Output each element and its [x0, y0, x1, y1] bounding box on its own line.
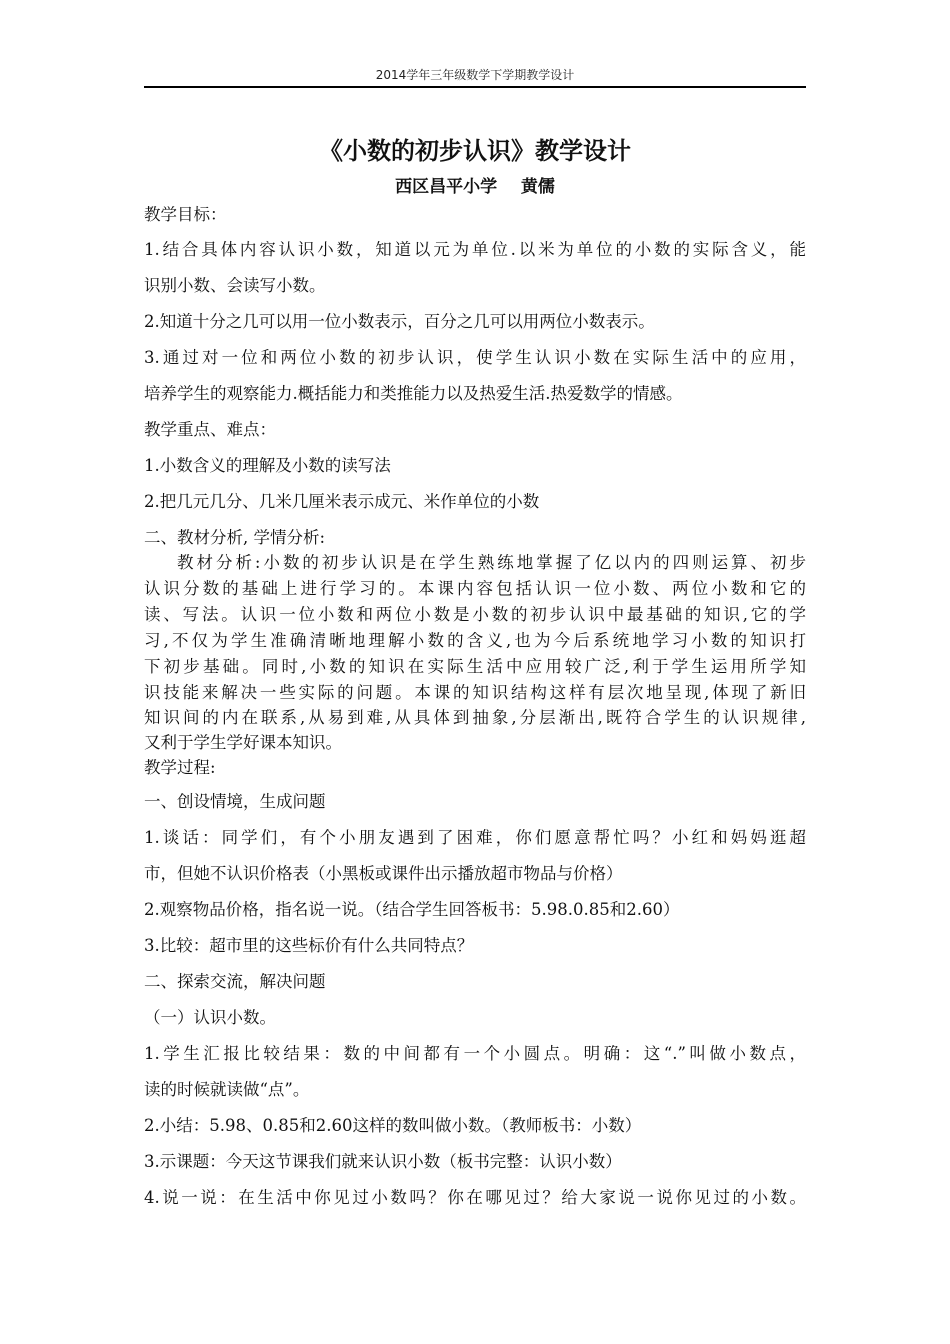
section-heading-step-two: 二、探索交流，解决问题	[144, 972, 326, 991]
paragraph-line: 识技能来解决一些实际的问题。本课的知识结构这样有层次地呈现,体现了新旧	[144, 683, 806, 702]
paragraph-line: 2.把几元几分、几米几厘米表示成元、米作单位的小数	[144, 492, 540, 511]
author-line: 西区昌平小学 黄儒	[395, 177, 555, 197]
section-heading-analysis: 二、教材分析, 学情分析:	[144, 528, 326, 547]
paragraph-line: 1.小数含义的理解及小数的读写法	[144, 456, 391, 475]
section-heading-step-one: 一、创设情境，生成问题	[144, 792, 326, 811]
page-header: 2014学年三年级数学下学期教学设计	[375, 68, 575, 82]
paragraph-line: 认识分数的基础上进行学习的。本课内容包括认识一位小数、两位小数和它的	[144, 579, 806, 598]
subsection-heading: （一）认识小数。	[144, 1008, 276, 1027]
section-heading-objectives: 教学目标：	[144, 205, 227, 224]
paragraph-line: 2.观察物品价格，指名说一说。（结合学生回答板书：5.98.0.85和2.60）	[144, 900, 680, 919]
paragraph-line: 4.说一说：在生活中你见过小数吗？你在哪见过？给大家说一说你见过的小数。	[144, 1188, 806, 1207]
paragraph-line: 习,不仅为学生准确清晰地理解小数的含义,也为今后系统地学习小数的知识打	[144, 631, 806, 650]
paragraph-line: 又利于学生学好课本知识。	[144, 733, 342, 752]
section-heading-process: 教学过程:	[144, 758, 216, 777]
header-rule	[144, 86, 806, 88]
paragraph-line: 1.结合具体内容认识小数，知道以元为单位.以米为单位的小数的实际含义，能	[144, 240, 806, 259]
paragraph-line: 3.比较：超市里的这些标价有什么共同特点？	[144, 936, 474, 955]
paragraph-line: 市，但她不认识价格表（小黑板或课件出示播放超市物品与价格）	[144, 864, 623, 883]
document-title: 《小数的初步认识》教学设计	[319, 137, 631, 165]
paragraph-line: 教材分析:小数的初步认识是在学生熟练地掌握了亿以内的四则运算、初步	[177, 553, 806, 572]
paragraph-line: 3.通过对一位和两位小数的初步认识，使学生认识小数在实际生活中的应用，	[144, 348, 806, 367]
paragraph-line: 3.示课题：今天这节课我们就来认识小数（板书完整：认识小数）	[144, 1152, 622, 1171]
paragraph-line: 识别小数、会读写小数。	[144, 276, 326, 295]
document-page	[144, 0, 806, 1344]
paragraph-line: 读的时候就读做“点”。	[144, 1080, 310, 1099]
paragraph-line: 下初步基础。同时,小数的知识在实际生活中应用较广泛,利于学生运用所学知	[144, 657, 806, 676]
paragraph-line: 2.知道十分之几可以用一位小数表示，百分之几可以用两位小数表示。	[144, 312, 655, 331]
section-heading-key-points: 教学重点、难点：	[144, 420, 276, 439]
paragraph-line: 1.学生汇报比较结果：数的中间都有一个小圆点。明确：这“.”叫做小数点，	[144, 1044, 806, 1063]
paragraph-line: 读、写法。认识一位小数和两位小数是小数的初步认识中最基础的知识,它的学	[144, 605, 806, 624]
paragraph-line: 知识间的内在联系,从易到难,从具体到抽象,分层渐出,既符合学生的认识规律,	[144, 708, 806, 727]
paragraph-line: 培养学生的观察能力.概括能力和类推能力以及热爱生活.热爱数学的情感。	[144, 384, 683, 403]
paragraph-line: 2.小结：5.98、0.85和2.60这样的数叫做小数。（教师板书：小数）	[144, 1116, 642, 1135]
paragraph-line: 1.谈话：同学们，有个小朋友遇到了困难，你们愿意帮忙吗？小红和妈妈逛超	[144, 828, 806, 847]
